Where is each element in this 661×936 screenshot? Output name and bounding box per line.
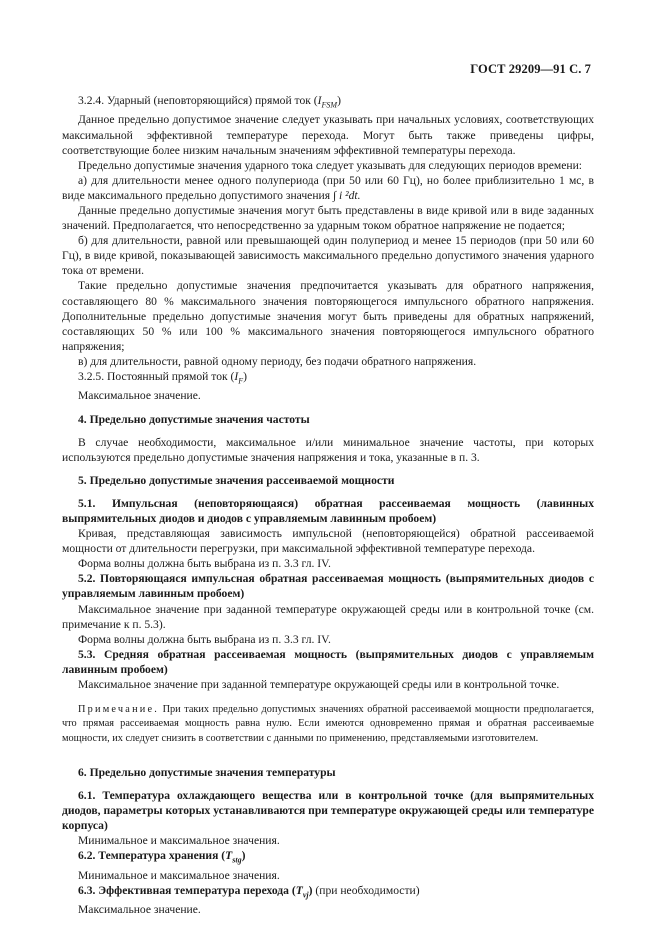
section-6-2-text: Минимальное и максимальное значения.	[78, 868, 280, 882]
section-3-2-5-title: 3.2.5. Постоянный прямой ток $(I_F)$	[78, 370, 248, 386]
note-label: Примечание.	[78, 704, 160, 716]
section-6-3-heading: 6.3. Эффективная температура перехода $(T_{vj})$ (при необходимости)	[78, 883, 420, 899]
section-4-text: В случае необходимости, максимальное и/или минимальное значение частоты, при которых используются предельно допустимые значения напряжения и тока, указанные в п. 3.	[62, 435, 594, 464]
section-3-2-4-paragraph-4: Такие предельно допустимые значения предпочитается указывать для обратного напряжения, составляющего 80 % максимального значения повторяющегося импульсного обратного напряжения. Дополнительные предельно допустимые значения могут быть приведены для обратных напряжений, составляющих 50 % или 100 % максимального значения повторяющегося импульсного обратного напряжения;	[62, 279, 594, 353]
page-content	[62, 93, 594, 917]
list-item-a: а) для длительности менее одного полупериода (при 50 или 60 Гц), но более приблизительно 1 мс, в виде максимального предельно допустимого значения ∫ i ²dt.	[62, 173, 594, 202]
section-5-3-text: Максимальное значение при заданной температуре окружающей среды или в контрольной точке.	[78, 678, 560, 691]
section-5-1-waveform: Форма волны должна быть выбрана из п. 3.3 гл. IV.	[78, 557, 331, 571]
section-3-2-4-paragraph-3: Данные предельно допустимые значения могут быть представлены в виде кривой или в виде заданных значений. Предполагается, что непосредственно за ударным током обратное напряжение не подается;	[62, 203, 594, 233]
section-5-3-heading: 5.3. Средняя обратная рассеиваемая мощность (выпрямительных диодов с управляемым лавинным пробоем)	[62, 647, 594, 676]
section-6-3-text: Максимальное значение.	[78, 903, 201, 917]
section-5-heading: 5. Предельно допустимые значения рассеиваемой мощности	[78, 473, 395, 487]
section-6-1-heading: 6.1. Температура охлаждающего вещества или в контрольной точке (для выпрямительных диодов, параметры которых устанавливаются при температуре окружающей среды или температуре корпуса)	[62, 788, 594, 832]
section-6-heading: 6. Предельно допустимые значения температуры	[78, 765, 336, 779]
section-3-2-5-value: Максимальное значение.	[78, 389, 201, 403]
section-6-1-text: Минимальное и максимальное значения.	[78, 834, 280, 848]
section-3-2-4-paragraph-2: Предельно допустимые значения ударного тока следует указывать для следующих периодов времени:	[78, 158, 583, 172]
section-5-1-heading: 5.1. Импульсная (неповторяющаяся) обратная рассеиваемая мощность (лавинных выпрямительных диодов и диодов с управляемым лавинным пробоем)	[62, 496, 594, 525]
section-5-1-text: Кривая, представляющая зависимость импульсной (неповторяющейся) обратной рассеиваемой мощности от длительности перегрузки, при максимальной эффективной температуре перехода.	[62, 527, 594, 556]
page-header: ГОСТ 29209—91 С. 7	[470, 62, 591, 76]
section-5-2-waveform: Форма волны должна быть выбрана из п. 3.3 гл. IV.	[78, 632, 331, 646]
section-5-2-text: Максимальное значение при заданной температуре окружающей среды или в контрольной точке (см. примечание к п. 5.3).	[62, 602, 594, 631]
note: Примечание. При таких предельно допустимых значениях обратной рассеиваемой мощности предполагается, что прямая рассеиваемая мощность равна нулю. Если имеются одновременно прямая и обратная рассеиваемые мощности, их следует снизить в соответствии с данными по применению, представляемыми изготовителем.	[62, 704, 594, 744]
list-item-b: б) для длительности, равной или превышающей один полупериод и менее 15 периодов (при 50 или 60 Гц), в виде кривой, показывающей зависимость максимального предельно допустимого значения ударного тока от времени.	[62, 234, 594, 278]
section-3-2-4-title: 3.2.4. Ударный (неповторяющийся) прямой ток $(I_{FSM})$	[78, 94, 341, 110]
section-4-heading: 4. Предельно допустимые значения частоты	[78, 412, 310, 426]
section-5-2-heading: 5.2. Повторяющаяся импульсная обратная рассеиваемая мощность (выпрямительных диодов с управляемым лавинным пробоем)	[62, 572, 594, 601]
section-3-2-4-paragraph-1: Данное предельно допустимое значение следует указывать при начальных условиях, соответствующих максимальной эффективной температуре перехода. Могут быть также приведены цифры, соответствующие более низким начальным значениям эффективной температуры перехода.	[62, 113, 594, 157]
integral-formula: ∫ i ²dt.	[332, 188, 361, 202]
list-item-c: в) для длительности, равной одному периоду, без подачи обратного напряжения.	[78, 354, 477, 368]
section-6-2-heading: 6.2. Температура хранения $(T_{stg})$	[78, 849, 246, 865]
